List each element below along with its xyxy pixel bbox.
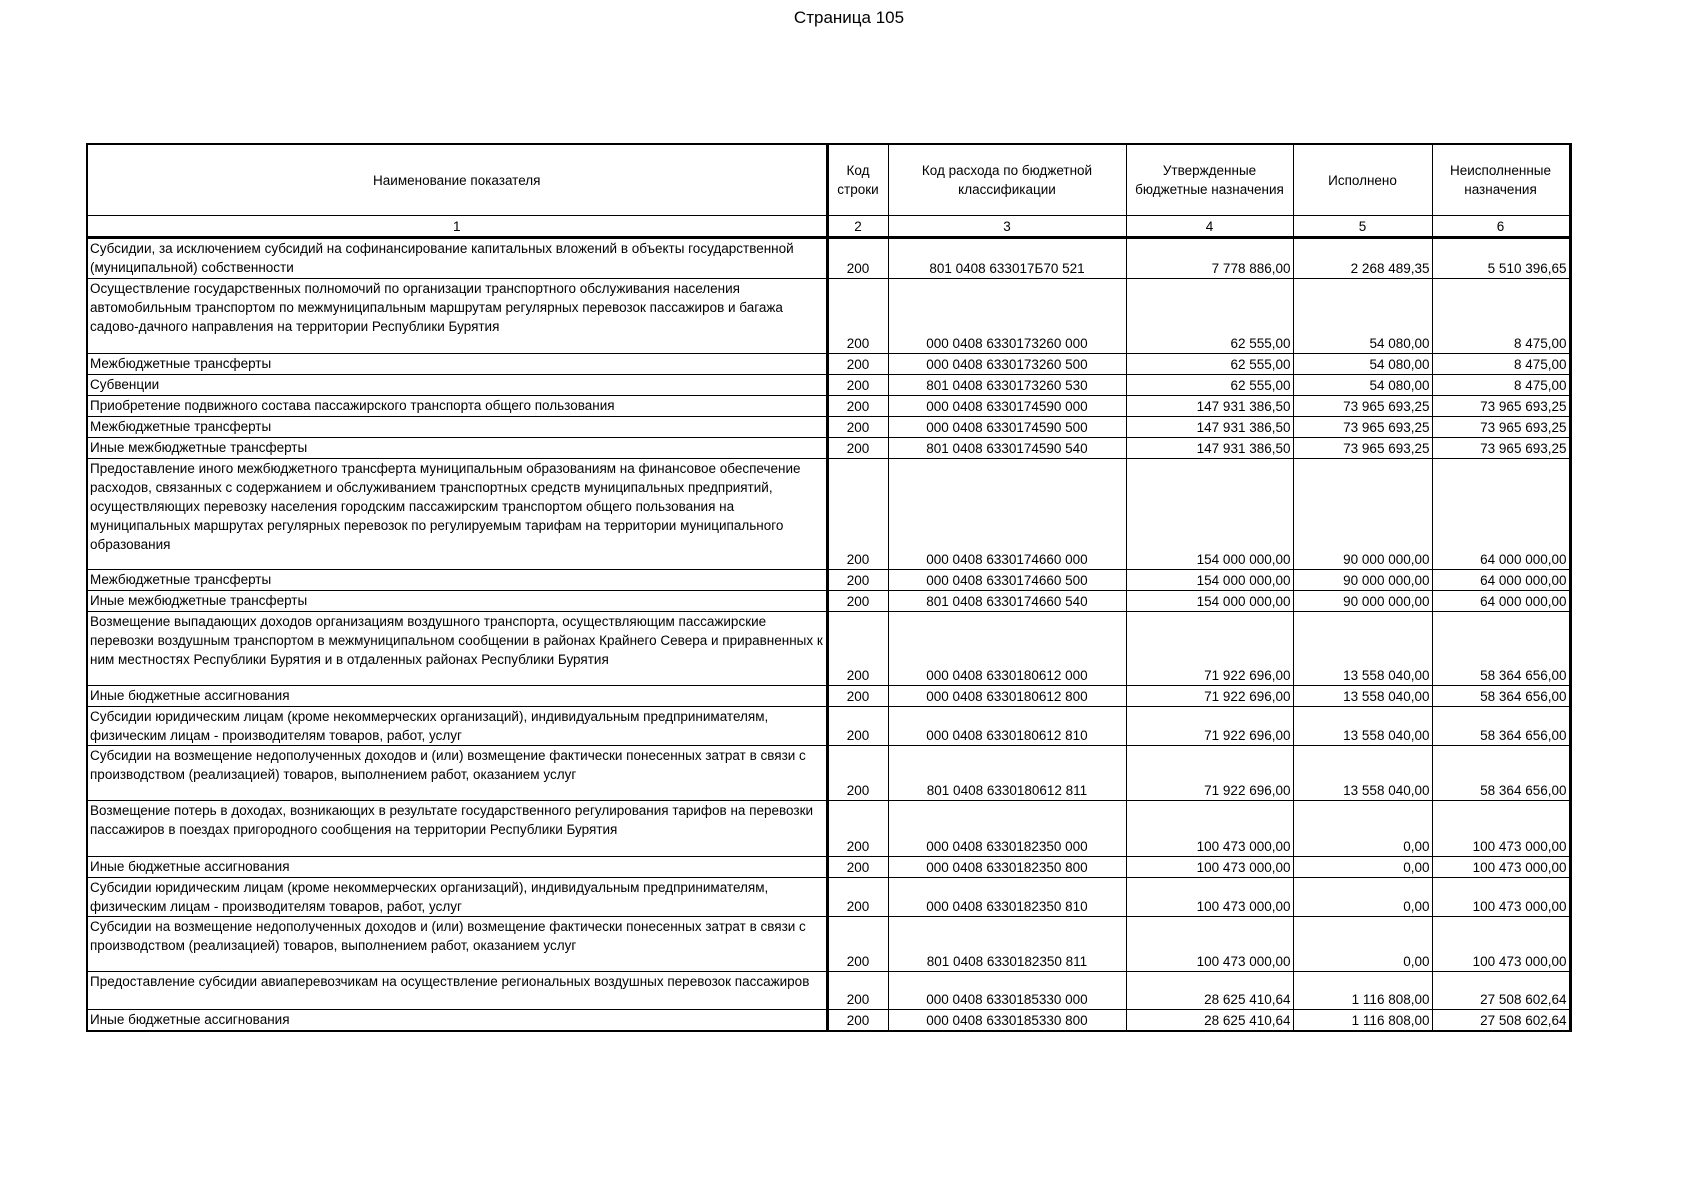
row-approved: 71 922 696,00 [1126,686,1293,707]
row-approved: 100 473 000,00 [1126,878,1293,917]
row-name: Субсидии юридическим лицам (кроме некоммерческих организаций), индивидуальным предпринимателям, физическим лицам - производителям товаров, работ, услуг [87,878,827,917]
table-row [87,417,1570,438]
row-name: Субсидии на возмещение недополученных доходов и (или) возмещение фактически понесенных затрат в связи с производством (реализацией) товаров, выполнением работ, оказанием услуг [87,917,827,972]
table-row [87,354,1570,375]
budget-report-table [86,143,1572,1032]
row-approved: 28 625 410,64 [1126,1010,1293,1032]
table-row [87,857,1570,878]
table-row [87,686,1570,707]
table-row [87,279,1570,354]
row-line-code: 200 [827,417,888,438]
row-budget-code: 801 0408 6330174660 540 [888,591,1126,612]
table-row [87,459,1570,570]
row-executed: 90 000 000,00 [1293,570,1432,591]
table-row [87,438,1570,459]
row-budget-code: 000 0408 6330180612 000 [888,612,1126,686]
table-row [87,612,1570,686]
row-name: Межбюджетные трансферты [87,570,827,591]
row-name: Субвенции [87,375,827,396]
row-executed: 0,00 [1293,878,1432,917]
row-budget-code: 000 0408 6330174660 000 [888,459,1126,570]
row-line-code: 200 [827,238,888,279]
row-executed: 13 558 040,00 [1293,746,1432,801]
row-budget-code: 000 0408 6330182350 800 [888,857,1126,878]
row-approved: 154 000 000,00 [1126,570,1293,591]
table-row [87,396,1570,417]
row-executed: 13 558 040,00 [1293,686,1432,707]
row-remaining: 100 473 000,00 [1432,801,1570,857]
row-line-code: 200 [827,279,888,354]
row-executed: 73 965 693,25 [1293,396,1432,417]
header-approved: Утвержденные бюджетные назначения [1126,144,1293,216]
table-column-numbers-row [87,216,1570,238]
row-remaining: 8 475,00 [1432,279,1570,354]
row-executed: 54 080,00 [1293,354,1432,375]
row-approved: 62 555,00 [1126,354,1293,375]
row-approved: 28 625 410,64 [1126,972,1293,1010]
row-budget-code: 000 0408 6330180612 810 [888,707,1126,746]
row-approved: 62 555,00 [1126,375,1293,396]
row-approved: 100 473 000,00 [1126,857,1293,878]
row-executed: 0,00 [1293,801,1432,857]
row-line-code: 200 [827,917,888,972]
row-approved: 7 778 886,00 [1126,238,1293,279]
row-budget-code: 000 0408 6330173260 000 [888,279,1126,354]
row-remaining: 100 473 000,00 [1432,857,1570,878]
row-budget-code: 000 0408 6330180612 800 [888,686,1126,707]
row-executed: 0,00 [1293,857,1432,878]
row-remaining: 73 965 693,25 [1432,396,1570,417]
row-line-code: 200 [827,438,888,459]
row-executed: 73 965 693,25 [1293,438,1432,459]
row-executed: 90 000 000,00 [1293,459,1432,570]
table-row [87,878,1570,917]
table-row [87,238,1570,279]
row-executed: 54 080,00 [1293,375,1432,396]
row-budget-code: 000 0408 6330182350 810 [888,878,1126,917]
row-budget-code: 000 0408 6330182350 000 [888,801,1126,857]
table-row [87,972,1570,1010]
table-header-row [87,144,1570,216]
column-number: 5 [1293,216,1432,238]
row-name: Возмещение потерь в доходах, возникающих в результате государственного регулирования тарифов на перевозки пассажиров в поездах пригородного сообщения на территории Республики Бурятия [87,801,827,857]
table-body [87,238,1570,1032]
row-budget-code: 801 0408 6330182350 811 [888,917,1126,972]
row-budget-code: 000 0408 6330174590 500 [888,417,1126,438]
table-row [87,591,1570,612]
row-approved: 147 931 386,50 [1126,396,1293,417]
column-number: 1 [87,216,827,238]
row-executed: 90 000 000,00 [1293,591,1432,612]
row-name: Предоставление субсидии авиаперевозчикам на осуществление региональных воздушных перевозок пассажиров [87,972,827,1010]
row-approved: 147 931 386,50 [1126,417,1293,438]
row-name: Иные бюджетные ассигнования [87,1010,827,1032]
row-approved: 100 473 000,00 [1126,917,1293,972]
row-remaining: 5 510 396,65 [1432,238,1570,279]
row-executed: 2 268 489,35 [1293,238,1432,279]
row-name: Межбюджетные трансферты [87,354,827,375]
row-line-code: 200 [827,396,888,417]
row-line-code: 200 [827,612,888,686]
row-line-code: 200 [827,707,888,746]
table-row [87,570,1570,591]
table-row [87,746,1570,801]
table-row [87,917,1570,972]
row-approved: 100 473 000,00 [1126,801,1293,857]
row-executed: 13 558 040,00 [1293,612,1432,686]
row-executed: 73 965 693,25 [1293,417,1432,438]
row-name: Субсидии на возмещение недополученных доходов и (или) возмещение фактически понесенных затрат в связи с производством (реализацией) товаров, выполнением работ, оказанием услуг [87,746,827,801]
row-approved: 71 922 696,00 [1126,612,1293,686]
row-executed: 54 080,00 [1293,279,1432,354]
row-line-code: 200 [827,375,888,396]
header-line-code: Код строки [827,144,888,216]
row-budget-code: 000 0408 6330185330 800 [888,1010,1126,1032]
page-title: Страница 105 [793,8,905,27]
row-remaining: 8 475,00 [1432,375,1570,396]
row-approved: 147 931 386,50 [1126,438,1293,459]
header-remaining: Неисполненные назначения [1432,144,1570,216]
row-budget-code: 000 0408 6330185330 000 [888,972,1126,1010]
row-remaining: 58 364 656,00 [1432,686,1570,707]
table-row [87,707,1570,746]
table-row [87,801,1570,857]
row-line-code: 200 [827,459,888,570]
column-number: 6 [1432,216,1570,238]
row-remaining: 27 508 602,64 [1432,1010,1570,1032]
row-remaining: 64 000 000,00 [1432,459,1570,570]
column-number: 2 [827,216,888,238]
row-budget-code: 000 0408 6330173260 500 [888,354,1126,375]
row-remaining: 58 364 656,00 [1432,746,1570,801]
row-name: Субсидии, за исключением субсидий на софинансирование капитальных вложений в объекты государственной (муниципальной) собственности [87,238,827,279]
row-remaining: 8 475,00 [1432,354,1570,375]
row-name: Предоставление иного межбюджетного трансферта муниципальным образованиям на финансовое обеспечение расходов, связанных с содержанием и обслуживанием транспортных средств муниципальных предприятий, осуществляющих перевозку населения городским пассажирским транспортом общего пользования на муниципальных маршрутах регулярных перевозок по регулируемым тарифам на территории муниципального образования [87,459,827,570]
row-approved: 62 555,00 [1126,279,1293,354]
row-remaining: 58 364 656,00 [1432,612,1570,686]
row-remaining: 73 965 693,25 [1432,417,1570,438]
row-line-code: 200 [827,878,888,917]
row-budget-code: 801 0408 633017Б70 521 [888,238,1126,279]
row-executed: 1 116 808,00 [1293,1010,1432,1032]
header-budget-code: Код расхода по бюджетной классификации [888,144,1126,216]
row-remaining: 73 965 693,25 [1432,438,1570,459]
row-line-code: 200 [827,591,888,612]
row-line-code: 200 [827,1010,888,1032]
row-line-code: 200 [827,972,888,1010]
row-budget-code: 000 0408 6330174590 000 [888,396,1126,417]
row-executed: 13 558 040,00 [1293,707,1432,746]
row-remaining: 100 473 000,00 [1432,917,1570,972]
row-line-code: 200 [827,570,888,591]
row-remaining: 64 000 000,00 [1432,570,1570,591]
row-name: Иные бюджетные ассигнования [87,857,827,878]
row-line-code: 200 [827,686,888,707]
row-name: Межбюджетные трансферты [87,417,827,438]
row-name: Возмещение выпадающих доходов организациям воздушного транспорта, осуществляющим пассажирские перевозки воздушным транспортом в межмуниципальном сообщении в районах Крайнего Севера и приравненных к ним местностях Республики Бурятия и в отдаленных районах Республики Бурятия [87,612,827,686]
row-line-code: 200 [827,857,888,878]
table-row [87,1010,1570,1032]
row-name: Осуществление государственных полномочий по организации транспортного обслуживания населения автомобильным транспортом по межмуниципальным маршрутам регулярных перевозок пассажиров и багажа садово-дачного направления на территории Республики Бурятия [87,279,827,354]
column-number: 4 [1126,216,1293,238]
row-approved: 154 000 000,00 [1126,459,1293,570]
header-indicator-name: Наименование показателя [87,144,827,216]
row-budget-code: 801 0408 6330174590 540 [888,438,1126,459]
row-name: Иные межбюджетные трансферты [87,591,827,612]
row-name: Субсидии юридическим лицам (кроме некоммерческих организаций), индивидуальным предпринимателям, физическим лицам - производителям товаров, работ, услуг [87,707,827,746]
row-executed: 0,00 [1293,917,1432,972]
row-approved: 71 922 696,00 [1126,746,1293,801]
column-number: 3 [888,216,1126,238]
row-line-code: 200 [827,746,888,801]
row-name: Приобретение подвижного состава пассажирского транспорта общего пользования [87,396,827,417]
row-remaining: 64 000 000,00 [1432,591,1570,612]
row-line-code: 200 [827,801,888,857]
row-approved: 71 922 696,00 [1126,707,1293,746]
row-name: Иные бюджетные ассигнования [87,686,827,707]
row-approved: 154 000 000,00 [1126,591,1293,612]
row-remaining: 27 508 602,64 [1432,972,1570,1010]
row-budget-code: 000 0408 6330174660 500 [888,570,1126,591]
row-name: Иные межбюджетные трансферты [87,438,827,459]
header-executed: Исполнено [1293,144,1432,216]
row-remaining: 58 364 656,00 [1432,707,1570,746]
row-budget-code: 801 0408 6330180612 811 [888,746,1126,801]
row-line-code: 200 [827,354,888,375]
row-executed: 1 116 808,00 [1293,972,1432,1010]
table-row [87,375,1570,396]
row-budget-code: 801 0408 6330173260 530 [888,375,1126,396]
row-remaining: 100 473 000,00 [1432,878,1570,917]
